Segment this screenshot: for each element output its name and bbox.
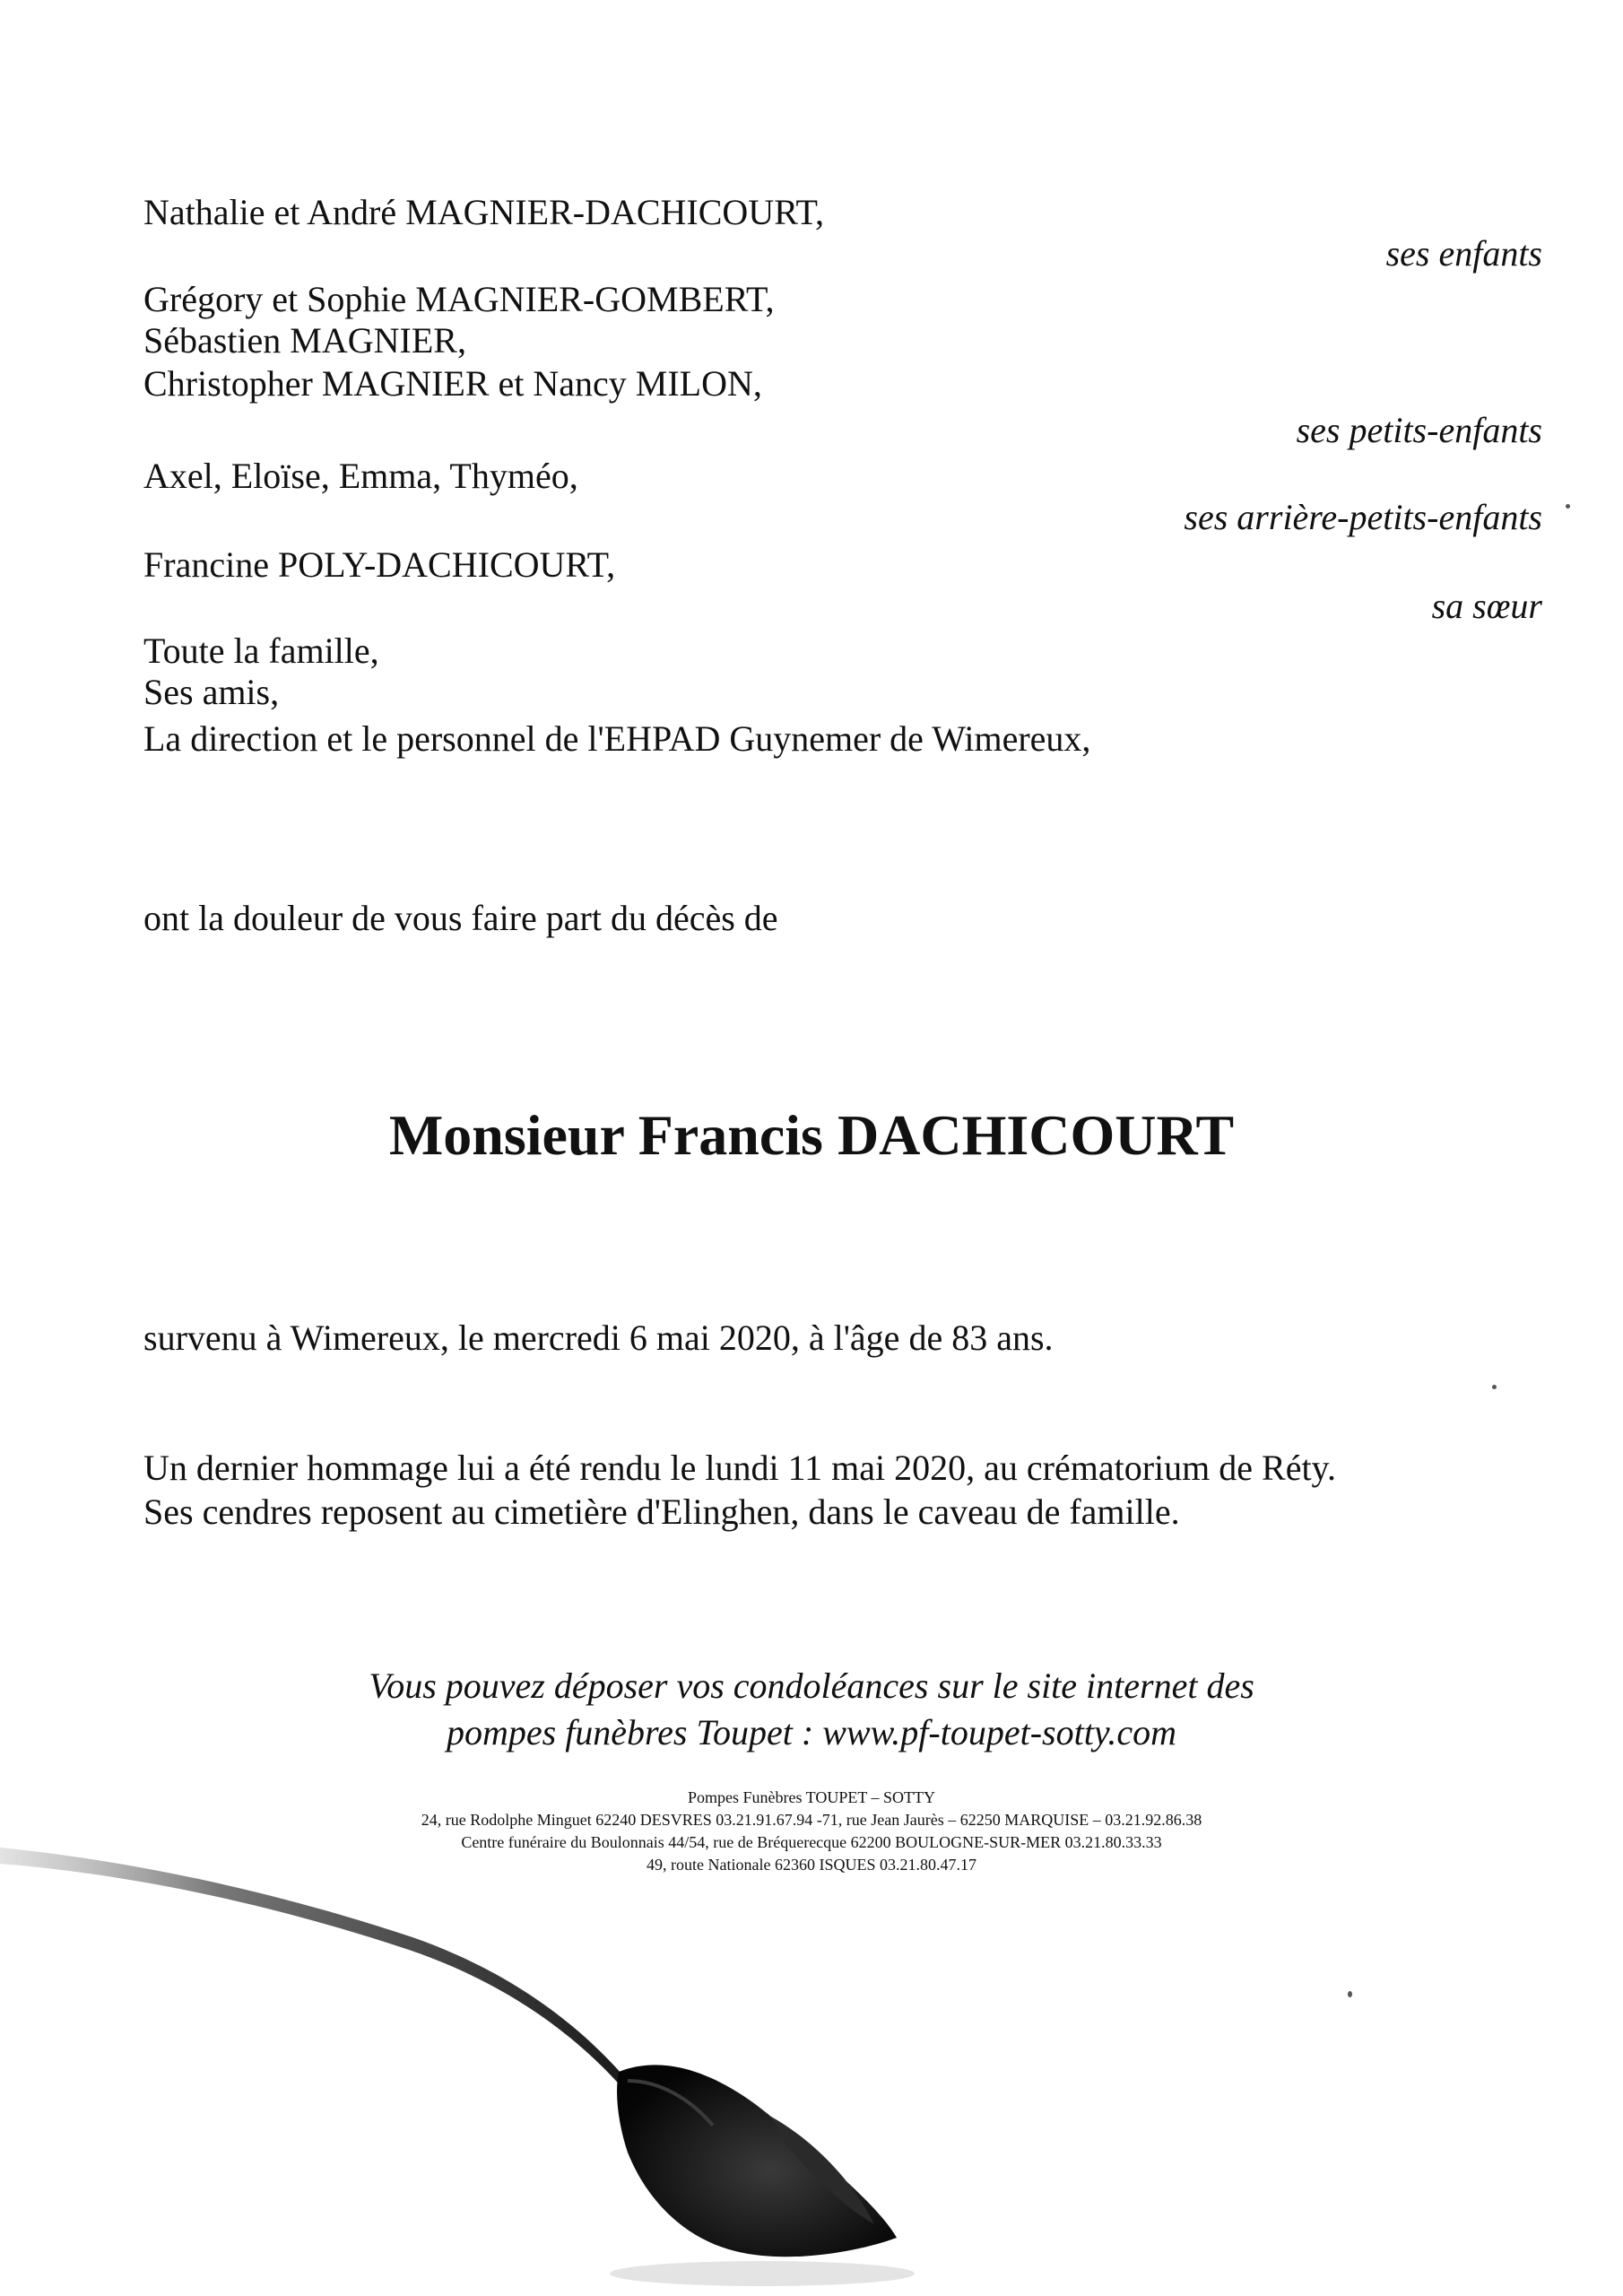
family-line-whole-family: Toute la famille, — [143, 631, 379, 671]
condolences-line-2: pompes funèbres Toupet : www.pf-toupet-sotty.com — [446, 1712, 1177, 1752]
family-line-grandchild-2: Sébastien MAGNIER, — [143, 320, 466, 361]
announcement-text: ont la douleur de vous faire part du décès de — [143, 898, 778, 938]
scan-speck — [1348, 1991, 1352, 1997]
tribute-line-1: Un dernier hommage lui a été rendu le lundi 11 mai 2020, au crématorium de Réty. — [143, 1448, 1336, 1488]
family-line-friends: Ses amis, — [143, 672, 280, 712]
flower-bud — [617, 2065, 897, 2257]
deceased-name: Monsieur Francis DACHICOURT — [388, 1103, 1235, 1167]
role-label-grandchildren: ses petits-enfants — [1296, 410, 1542, 450]
role-label-children: ses enfants — [1385, 233, 1542, 274]
flower-illustration — [0, 1785, 1623, 2296]
family-line-great-grandchildren: Axel, Eloïse, Emma, Thyméo, — [143, 456, 578, 496]
footer-address-desvres-marquise: 24, rue Rodolphe Minguet 62240 DESVRES 03.21.91.67.94 -71, rue Jean Jaurès – 62250 MARQUISE – 03.21.92.86.38 — [421, 1811, 1202, 1829]
family-line-children: Nathalie et André MAGNIER-DACHICOURT, — [143, 192, 824, 232]
condolences-line-1: Vous pouvez déposer vos condoléances sur le site internet des — [369, 1665, 1254, 1706]
flower-stem — [0, 1848, 628, 2090]
family-line-ehpad: La direction et le personnel de l'EHPAD Guynemer de Wimereux, — [143, 718, 1091, 759]
flower-shadow — [610, 2261, 915, 2286]
death-details: survenu à Wimereux, le mercredi 6 mai 2020, à l'âge de 83 ans. — [143, 1318, 1054, 1358]
role-label-sister: sa sœur — [1431, 586, 1542, 626]
family-line-sister: Francine POLY-DACHICOURT, — [143, 544, 616, 585]
scan-speck — [1566, 504, 1570, 509]
footer-address-boulogne: Centre funéraire du Boulonnais 44/54, rue de Bréquerecque 62200 BOULOGNE-SUR-MER 03.21.80.33.33 — [461, 1833, 1162, 1851]
family-line-grandchild-1: Grégory et Sophie MAGNIER-GOMBERT, — [143, 279, 775, 319]
footer-address-isques: 49, route Nationale 62360 ISQUES 03.21.80.47.17 — [647, 1856, 976, 1874]
scan-speck — [1492, 1385, 1497, 1389]
tribute-line-2: Ses cendres reposent au cimetière d'Elinghen, dans le caveau de famille. — [143, 1492, 1180, 1532]
role-label-great-grandchildren: ses arrière-petits-enfants — [1184, 497, 1542, 537]
family-line-grandchild-3: Christopher MAGNIER et Nancy MILON, — [143, 363, 762, 404]
footer-company: Pompes Funèbres TOUPET – SOTTY — [687, 1788, 935, 1806]
